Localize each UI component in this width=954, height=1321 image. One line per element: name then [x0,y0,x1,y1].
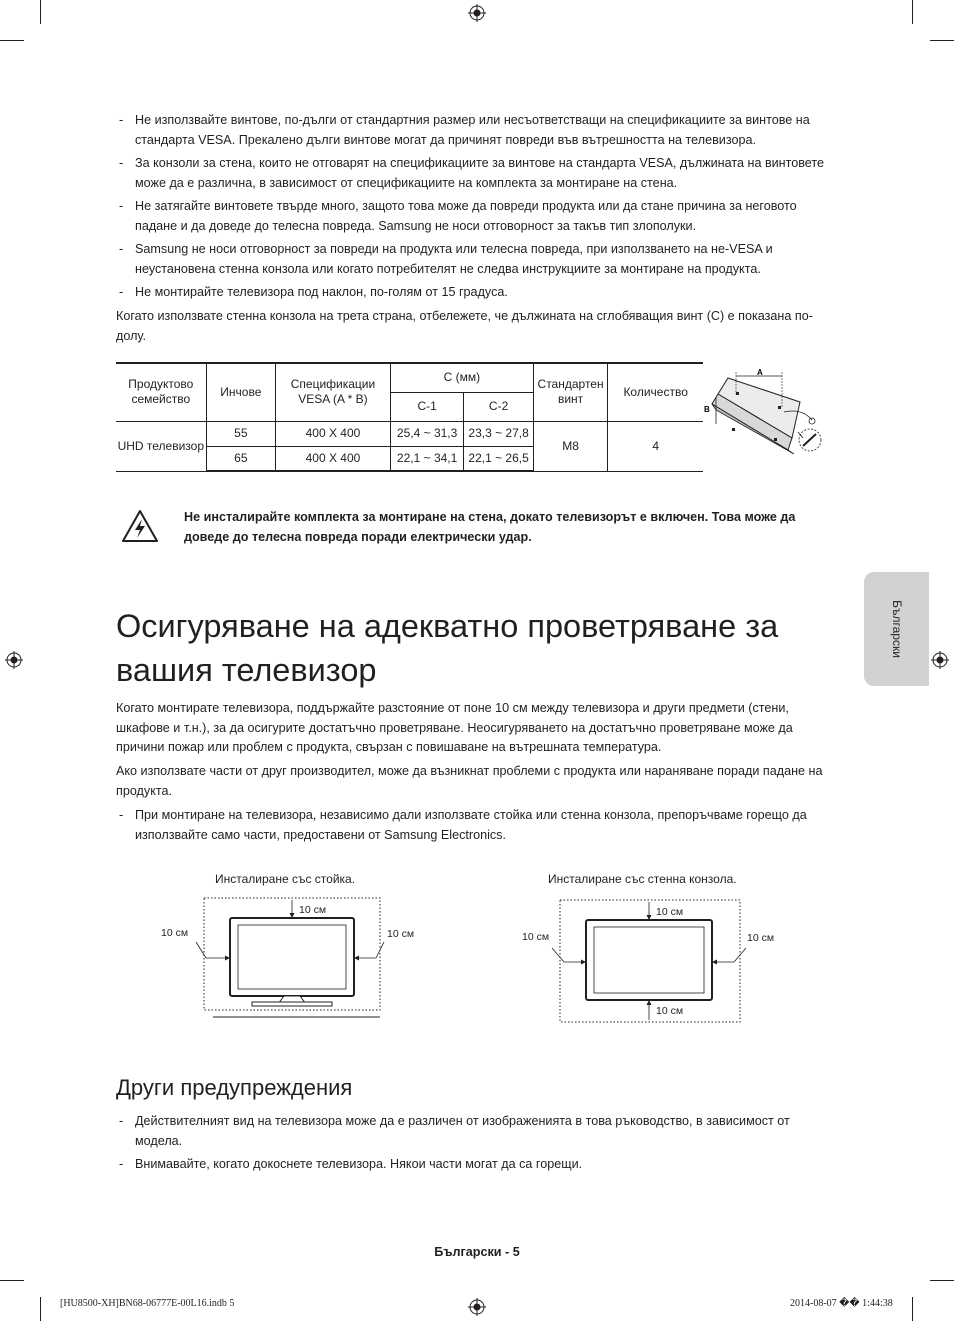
warning-text: Не инсталирайте комплекта за монтиране на стена, докато телевизорът е включен. Това може да доведе до телесна повреда поради електрически удар. [184,510,796,544]
wall-mount-illustration [702,362,830,464]
registration-mark-icon [468,4,486,22]
gap-label-top: 10 см [656,906,684,918]
vesa-spec-table [116,362,703,472]
list-item: - Не използвайте винтове, по-дълги от стандартния размер или несъответстващи на спецификациите за винтове на стандарта VESA. Прекалено дълги винтове могат да причинят повреди във вътрешността на телевизора. [116,111,840,150]
page-number: Български - 5 [434,1245,520,1259]
header-family: Продуктово семейство [116,363,206,421]
gap-label-left: 10 см [161,927,189,939]
header-c1: C-1 [390,392,464,421]
paragraph: Ако използвате части от друг производител, може да възникнат проблеми с продукта или нараняване поради падане на продукта. [116,764,823,798]
crop-mark [0,40,24,41]
crop-mark [912,1297,913,1321]
stand-install-diagram [160,890,420,1020]
list-item: - За конзоли за стена, които не отговарят на спецификациите за винтове на стандарта VESA, дължината на винтовете може да е различна, в зависимост от спецификациите на комплекта за монтиране на стена. [116,154,840,193]
registration-mark-icon [5,651,23,669]
gap-label-right: 10 см [747,932,775,944]
list-item: - Samsung не носи отговорност за повреди на продукта или телесна повреда, при използването на не-VESA и неустановена стенна конзола или когато потребителят не следва инструкциите за монтиране на продукта. [116,240,840,279]
gap-label-bottom: 10 см [656,1005,684,1017]
crop-mark [40,0,41,24]
print-slug-right: 2014-08-07 �� 1:44:38 [790,1298,893,1309]
screw-note: Когато използвате стенна конзола на трета страна, отбележете, че дължината на сглобяващия винт (C) е показана по-долу. [116,309,813,343]
label-a: A [757,368,763,377]
cell-c1: 22,1 ~ 34,1 [390,446,464,471]
cell-c1: 25,4 ~ 31,3 [390,421,464,446]
cell-c2: 23,3 ~ 27,8 [464,421,533,446]
crop-mark [930,40,954,41]
cell-qty: 4 [608,421,703,471]
cell-vesa: 400 X 400 [276,421,391,446]
cell-c2: 22,1 ~ 26,5 [464,446,533,471]
list-item: - Внимавайте, когато докоснете телевизора. Някои части могат да са горещи. [116,1155,840,1175]
header-inches: Инчове [206,363,275,421]
paragraph: Когато монтирате телевизора, поддържайте разстояние от поне 10 см между телевизора и други предмети (стени, шкафове и т.н.), за да осигурите достатъчно проветряване. Неосигуряването на достатъчно проветряване може да причини пожар или проблем с продукта, свързан с повишаване на вътрешната температура. [116,701,793,754]
registration-mark-icon [931,651,949,669]
list-item: - Действителният вид на телевизора може да е различен от изображенията в това ръководство, в зависимост от модела. [116,1112,840,1151]
stand-caption: Инсталиране със стойка. [215,872,356,886]
section-heading: Други предупреждения [116,1075,353,1100]
gap-label-top: 10 см [299,904,327,916]
list-item: - Не затягайте винтовете твърде много, защото това може да повреди продукта или да стане причина за неговото падане и да доведе до телесна повреда. Samsung не носи отговорност за такъв тип злополуки. [116,197,840,236]
wall-install-diagram [520,895,780,1030]
electric-shock-warning-icon [121,509,159,543]
print-slug-left: [HU8500-XH]BN68-06777E-00L16.indb 5 [60,1298,235,1309]
header-vesa: Спецификации VESA (A * B) [276,363,391,421]
gap-label-left: 10 см [522,931,550,943]
registration-mark-icon [468,1298,486,1316]
crop-mark [40,1297,41,1321]
header-c2: C-2 [464,392,533,421]
cell-vesa: 400 X 400 [276,446,391,471]
header-qty: Количество [608,363,703,421]
crop-mark [930,1280,954,1281]
table-row [116,421,703,446]
header-screw: Стандартен винт [533,363,608,421]
wall-caption: Инсталиране със стенна конзола. [548,872,737,886]
cell-family: UHD телевизор [116,421,206,471]
crop-mark [912,0,913,24]
header-c: C (мм) [390,363,533,392]
cell-inches: 55 [206,421,275,446]
cell-inches: 65 [206,446,275,471]
crop-mark [0,1280,24,1281]
label-b: B [704,405,710,414]
gap-label-right: 10 см [387,928,415,940]
page-title: Осигуряване на адекватно проветряване за вашия телевизор [116,608,779,688]
cell-screw: M8 [533,421,608,471]
language-tab-label: Български [890,600,904,658]
list-item: - Не монтирайте телевизора под наклон, по-голям от 15 градуса. [116,283,840,303]
list-item: - При монтиране на телевизора, независимо дали използвате стойка или стенна конзола, препоръчваме горещо да използвайте само части, предоставени от Samsung Electronics. [116,806,840,845]
